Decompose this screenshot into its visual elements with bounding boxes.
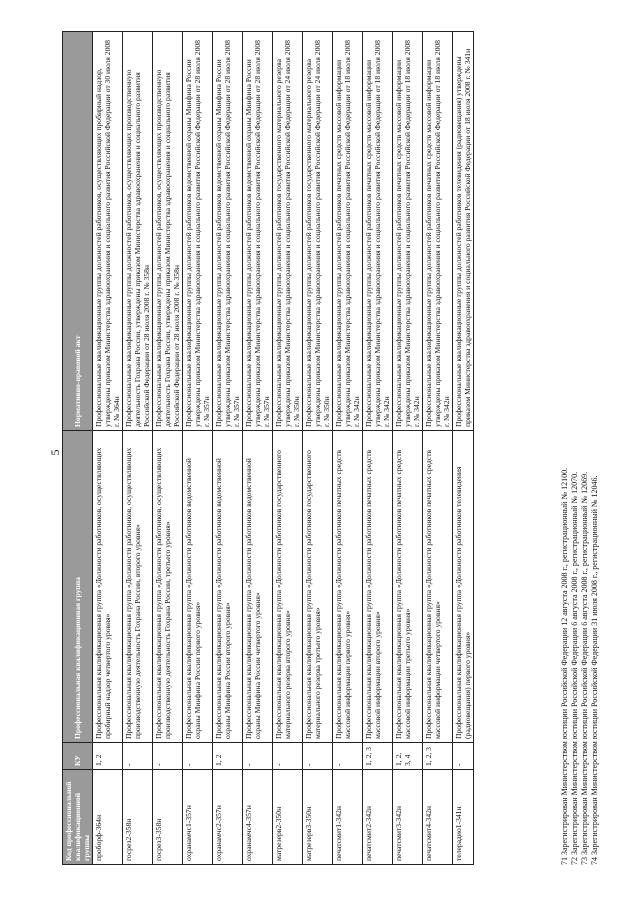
cell-level: - bbox=[273, 743, 303, 770]
table-row bbox=[303, 32, 333, 865]
cell-level: 1, 2 bbox=[213, 743, 243, 770]
cell-group: Профессиональная квалификационная группа «Должности работников печатных средств массовой информации второго уровня» bbox=[363, 431, 393, 743]
table-row bbox=[213, 32, 243, 865]
cell-level: - bbox=[153, 743, 183, 770]
cell-code: проборф-364н bbox=[93, 770, 123, 865]
table-row bbox=[153, 32, 183, 865]
cell-act: Профессиональные квалификационные группы должностей работников ведомственной охраны Минфина России утверждены приказом Министерства здравоохранения и социального развития Российской Федерации от 28 июля 2008 г. № 357н bbox=[183, 32, 213, 431]
table-row bbox=[273, 32, 303, 865]
table-row bbox=[243, 32, 273, 865]
cell-code: госрез2-358н bbox=[123, 770, 153, 865]
cell-group: Профессиональная квалификационная группа «Должности работников ведомственной охраны Минфина России первого уровня» bbox=[183, 431, 213, 743]
header-group: Профессиональная квалификационная группа bbox=[63, 431, 93, 743]
cell-group: Профессиональная квалификационная группа «Должности работников телевидения (радиовещания) первого уровня» bbox=[453, 431, 474, 743]
cell-level: - bbox=[243, 743, 273, 770]
cell-group: Профессиональная квалификационная группа «Должности работников, осуществляющих производственную деятельность Гохрана России, третьего уровня» bbox=[153, 431, 183, 743]
cell-code: матрезерв2-350н bbox=[273, 770, 303, 865]
cell-level: 1, 2, 3 bbox=[363, 743, 393, 770]
cell-level: 1, 2 bbox=[93, 743, 123, 770]
footnotes bbox=[560, 60, 600, 865]
cell-code: госрез3-358н bbox=[153, 770, 183, 865]
table-row bbox=[393, 32, 423, 865]
cell-group: Профессиональная квалификационная группа «Должности работников печатных средств массовой информации третьего уровня» bbox=[393, 431, 423, 743]
cell-group: Профессиональная квалификационная группа «Должности работников государственного материального резерва третьего уровня» bbox=[303, 431, 333, 743]
table-row bbox=[453, 32, 474, 865]
cell-group: Профессиональная квалификационная группа «Должности работников, осуществляющих производственную деятельность Гохрана России, второго уровня» bbox=[123, 431, 153, 743]
cell-code: печатсмит1-342н bbox=[333, 770, 363, 865]
table-row bbox=[93, 32, 123, 865]
cell-group: Профессиональная квалификационная группа «Должности работников ведомственной охраны Минфина России четвертого уровня» bbox=[243, 431, 273, 743]
cell-group: Профессиональная квалификационная группа «Должности работников ведомственной охраны Минфина России второго уровня» bbox=[213, 431, 243, 743]
cell-act: Профессиональные квалификационные группы должностей работников государственного материального резерва утверждены приказом Министерства здравоохранения и социального развития Российской Федерации от 24 июля 2008 г. № 350н bbox=[303, 32, 333, 431]
cell-level: - bbox=[303, 743, 333, 770]
cell-level: 1, 2, 3, 4 bbox=[393, 743, 423, 770]
cell-code: матрезерв3-350н bbox=[303, 770, 333, 865]
qualification-table bbox=[62, 31, 474, 865]
table-row bbox=[423, 32, 453, 865]
header-level: КУ bbox=[63, 743, 93, 770]
table-row bbox=[183, 32, 213, 865]
cell-level: 1, 2, 3 bbox=[423, 743, 453, 770]
cell-group: Профессиональная квалификационная группа «Должности работников печатных средств массовой информации первого уровня» bbox=[333, 431, 363, 743]
cell-act: Профессиональные квалификационные группы должностей работников, осуществляющих производственную деятельность Гохрана России, утверждены приказом Министерства здравоохранения и социального развития Российской Федерации от 28 июля 2008 г. № 358н bbox=[123, 32, 153, 431]
header-code: Код профессиональной квалификационной группы bbox=[63, 770, 93, 865]
cell-level: - bbox=[123, 743, 153, 770]
header-act: Нормативно-правовой акт bbox=[63, 32, 93, 431]
cell-act: Профессиональные квалификационные группы должностей работников ведомственной охраны Минфина России утверждены приказом Министерства здравоохранения и социального развития Российской Федерации от 28 июля 2008 г. № 357н bbox=[213, 32, 243, 431]
table-header-row bbox=[63, 32, 93, 865]
cell-act: Профессиональные квалификационные группы должностей работников печатных средств массовой информации утверждены приказом Министерства здравоохранения и социального развития Российской Федерации от 18 июля 2008 г. № 342н bbox=[423, 32, 453, 431]
cell-group: Профессиональная квалификационная группа «Должности работников печатных средств массовой информации четвертого уровня» bbox=[423, 431, 453, 743]
cell-act: Профессиональные квалификационные группы должностей работников ведомственной охраны Минфина России утверждены приказом Министерства здравоохранения и социального развития Российской Федерации от 28 июля 2008 г. № 357н bbox=[243, 32, 273, 431]
page-number: 5 bbox=[48, 449, 62, 456]
cell-act: Профессиональные квалификационные группы должностей работников печатных средств массовой информации утверждены приказом Министерства здравоохранения и социального развития Российской Федерации от 18 июля 2008 г. № 342н bbox=[393, 32, 423, 431]
cell-code: печатсмит3-342н bbox=[393, 770, 423, 865]
cell-group: Профессиональная квалификационная группа «Должности работников, осуществляющих пробирный надзор четвертого уровня» bbox=[93, 431, 123, 743]
cell-act: Профессиональные квалификационные группы должностей работников государственного материального резерва утверждены приказом Министерства здравоохранения и социального развития Российской Федерации от 24 июля 2008 г. № 350н bbox=[273, 32, 303, 431]
cell-code: печатсмит4-342н bbox=[423, 770, 453, 865]
cell-level: - bbox=[333, 743, 363, 770]
cell-act: Профессиональные квалификационные группы должностей работников, осуществляющих производственную деятельность Гохрана России, утверждены приказом Министерства здравоохранения и социального развития Российской Федерации от 28 июля 2008 г. № 358н bbox=[153, 32, 183, 431]
cell-act: Профессиональные квалификационные группы должностей работников печатных средств массовой информации утверждены приказом Министерства здравоохранения и социального развития Российской Федерации от 18 июля 2008 г. № 342н bbox=[363, 32, 393, 431]
table-row bbox=[123, 32, 153, 865]
cell-act: Профессиональные квалификационные группы должностей работников, осуществляющих пробирный надзор, утверждены приказом Министерства здравоохранения и социального развития Российской Федерации от 30 июля 2008 г. № 364н bbox=[93, 32, 123, 431]
footnote: 71 Зарегистрирован Министерством юстиции Российской Федерации 12 августа 2008 г., регистрационный № 12100. bbox=[560, 467, 569, 865]
table-row bbox=[363, 32, 393, 865]
cell-act: Профессиональные квалификационные группы должностей работников телевидения (радиовещания) утверждены приказом Министерства здравоохранения и социального развития Российской Федерации от 18 июля 2008 г. № 341н bbox=[453, 32, 474, 431]
table-body bbox=[93, 32, 474, 865]
cell-act: Профессиональные квалификационные группы должностей работников печатных средств массовой информации утверждены приказом Министерства здравоохранения и социального развития Российской Федерации от 18 июля 2008 г. № 342н bbox=[333, 32, 363, 431]
cell-code: охранамчс4-357н bbox=[243, 770, 273, 865]
footnote: 73 Зарегистрирован Министерством юстиции Российской Федерации 6 августа 2008 г., регистрационный № 12069. bbox=[580, 471, 589, 865]
cell-code: охранамчс2-357н bbox=[213, 770, 243, 865]
cell-code: телерадио1-341н bbox=[453, 770, 474, 865]
footnote: 72 Зарегистрирован Министерством юстиции Российской Федерации 6 августа 2008 г., регистрационный № 12070. bbox=[570, 471, 579, 865]
cell-level: - bbox=[453, 743, 474, 770]
cell-group: Профессиональная квалификационная группа «Должности работников государственного материального резерва второго уровня» bbox=[273, 431, 303, 743]
footnote: 74 Зарегистрирован Министерством юстиции Российской Федерации 31 июля 2008 г., регистрационный № 12046. bbox=[590, 475, 599, 865]
table-row bbox=[333, 32, 363, 865]
cell-code: охранамчс1-357н bbox=[183, 770, 213, 865]
cell-level: - bbox=[183, 743, 213, 770]
cell-code: печатсмит2-342н bbox=[363, 770, 393, 865]
